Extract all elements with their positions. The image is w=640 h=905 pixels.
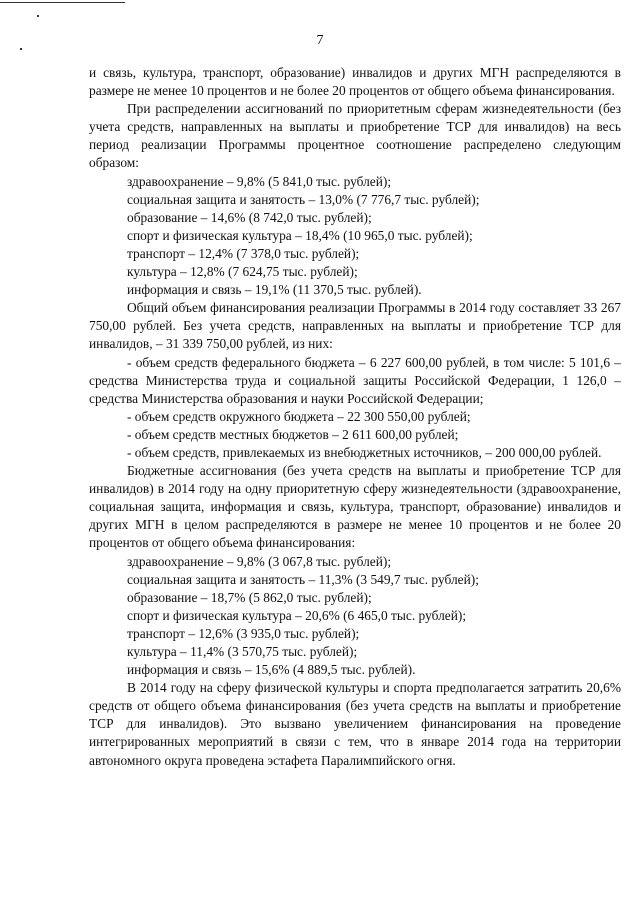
list-item: культура – 11,4% (3 570,75 тыс. рублей); bbox=[127, 644, 358, 659]
list-item: транспорт – 12,6% (3 935,0 тыс. рублей); bbox=[127, 625, 360, 641]
scan-top-line bbox=[0, 2, 125, 3]
list-item: социальная защита и занятость – 13,0% (7 776,7 тыс. рублей); bbox=[127, 191, 480, 207]
paragraph: - объем средств местных бюджетов – 2 611 600,00 рублей; bbox=[127, 426, 459, 442]
scan-mark bbox=[37, 15, 39, 17]
document-body bbox=[89, 64, 621, 770]
list-item: информация и связь – 19,1% (11 370,5 тыс. рублей). bbox=[127, 282, 422, 298]
list-item: социальная защита и занятость – 11,3% (3 549,7 тыс. рублей); bbox=[127, 571, 479, 587]
paragraph: Бюджетные ассигнования (без учета средств на выплаты и приобретение ТСР для инвалидов) в 2014 году на одну приоритетную сферу жизнедеятельности (здравоохранение, социальная защита, информация и связь, культура, транспорт, образование) инвалидов и других МГН в целом распределяются в размере не менее 10 процентов и не более 20 процентов от общего объема финансирования: bbox=[89, 463, 621, 551]
page-number: 7 bbox=[316, 33, 324, 48]
list-item: здравоохранение – 9,8% (3 067,8 тыс. рублей); bbox=[127, 553, 392, 569]
list-item: здравоохранение – 9,8% (5 841,0 тыс. рублей); bbox=[127, 173, 392, 189]
list-item: образование – 14,6% (8 742,0 тыс. рублей); bbox=[127, 209, 372, 225]
paragraph: - объем средств, привлекаемых из внебюджетных источников, – 200 000,00 рублей. bbox=[127, 444, 602, 460]
list-item: спорт и физическая культура – 18,4% (10 965,0 тыс. рублей); bbox=[127, 227, 473, 243]
paragraph: - объем средств федерального бюджета – 6 227 600,00 рублей, в том числе: 5 101,6 – средства Министерства труда и социальной защиты Российской Федерации, 1 126,0 – средства Министерства образования и науки Российской Федерации; bbox=[89, 354, 621, 406]
paragraph: - объем средств окружного бюджета – 22 300 550,00 рублей; bbox=[127, 408, 471, 424]
paragraph: Общий объем финансирования реализации Программы в 2014 году составляет 33 267 750,00 рублей. Без учета средств, направленных на выплаты и приобретение ТСР для инвалидов, – 31 339 750,00 рублей, из них: bbox=[89, 300, 621, 352]
list-item: транспорт – 12,4% (7 378,0 тыс. рублей); bbox=[127, 245, 360, 261]
list-item: образование – 18,7% (5 862,0 тыс. рублей); bbox=[127, 589, 372, 605]
paragraph: и связь, культура, транспорт, образование) инвалидов и других МГН распределяются в размере не менее 10 процентов и не более 20 процентов от общего объема финансирования. bbox=[89, 65, 621, 99]
list-item: культура – 12,8% (7 624,75 тыс. рублей); bbox=[127, 264, 358, 280]
paragraph: В 2014 году на сферу физической культуры и спорта предполагается затратить 20,6% средств от общего объема финансирования (без учета средств на выплаты и приобретение ТСР для инвалидов). Это вызвано увеличением финансирования на проведение интегрированных мероприятий в связи с тем, что в январе 2014 года на территории автономного округа проведена эстафета Паралимпийского огня. bbox=[89, 680, 621, 768]
paragraph: При распределении ассигнований по приоритетным сферам жизнедеятельности (без учета средств, направленных на выплаты и приобретение ТСР для инвалидов) на весь период реализации Программы процентное соотношение распределено следующим образом: bbox=[89, 101, 621, 171]
list-item: спорт и физическая культура – 20,6% (6 465,0 тыс. рублей); bbox=[127, 607, 467, 623]
list-item: информация и связь – 15,6% (4 889,5 тыс. рублей). bbox=[127, 662, 416, 678]
